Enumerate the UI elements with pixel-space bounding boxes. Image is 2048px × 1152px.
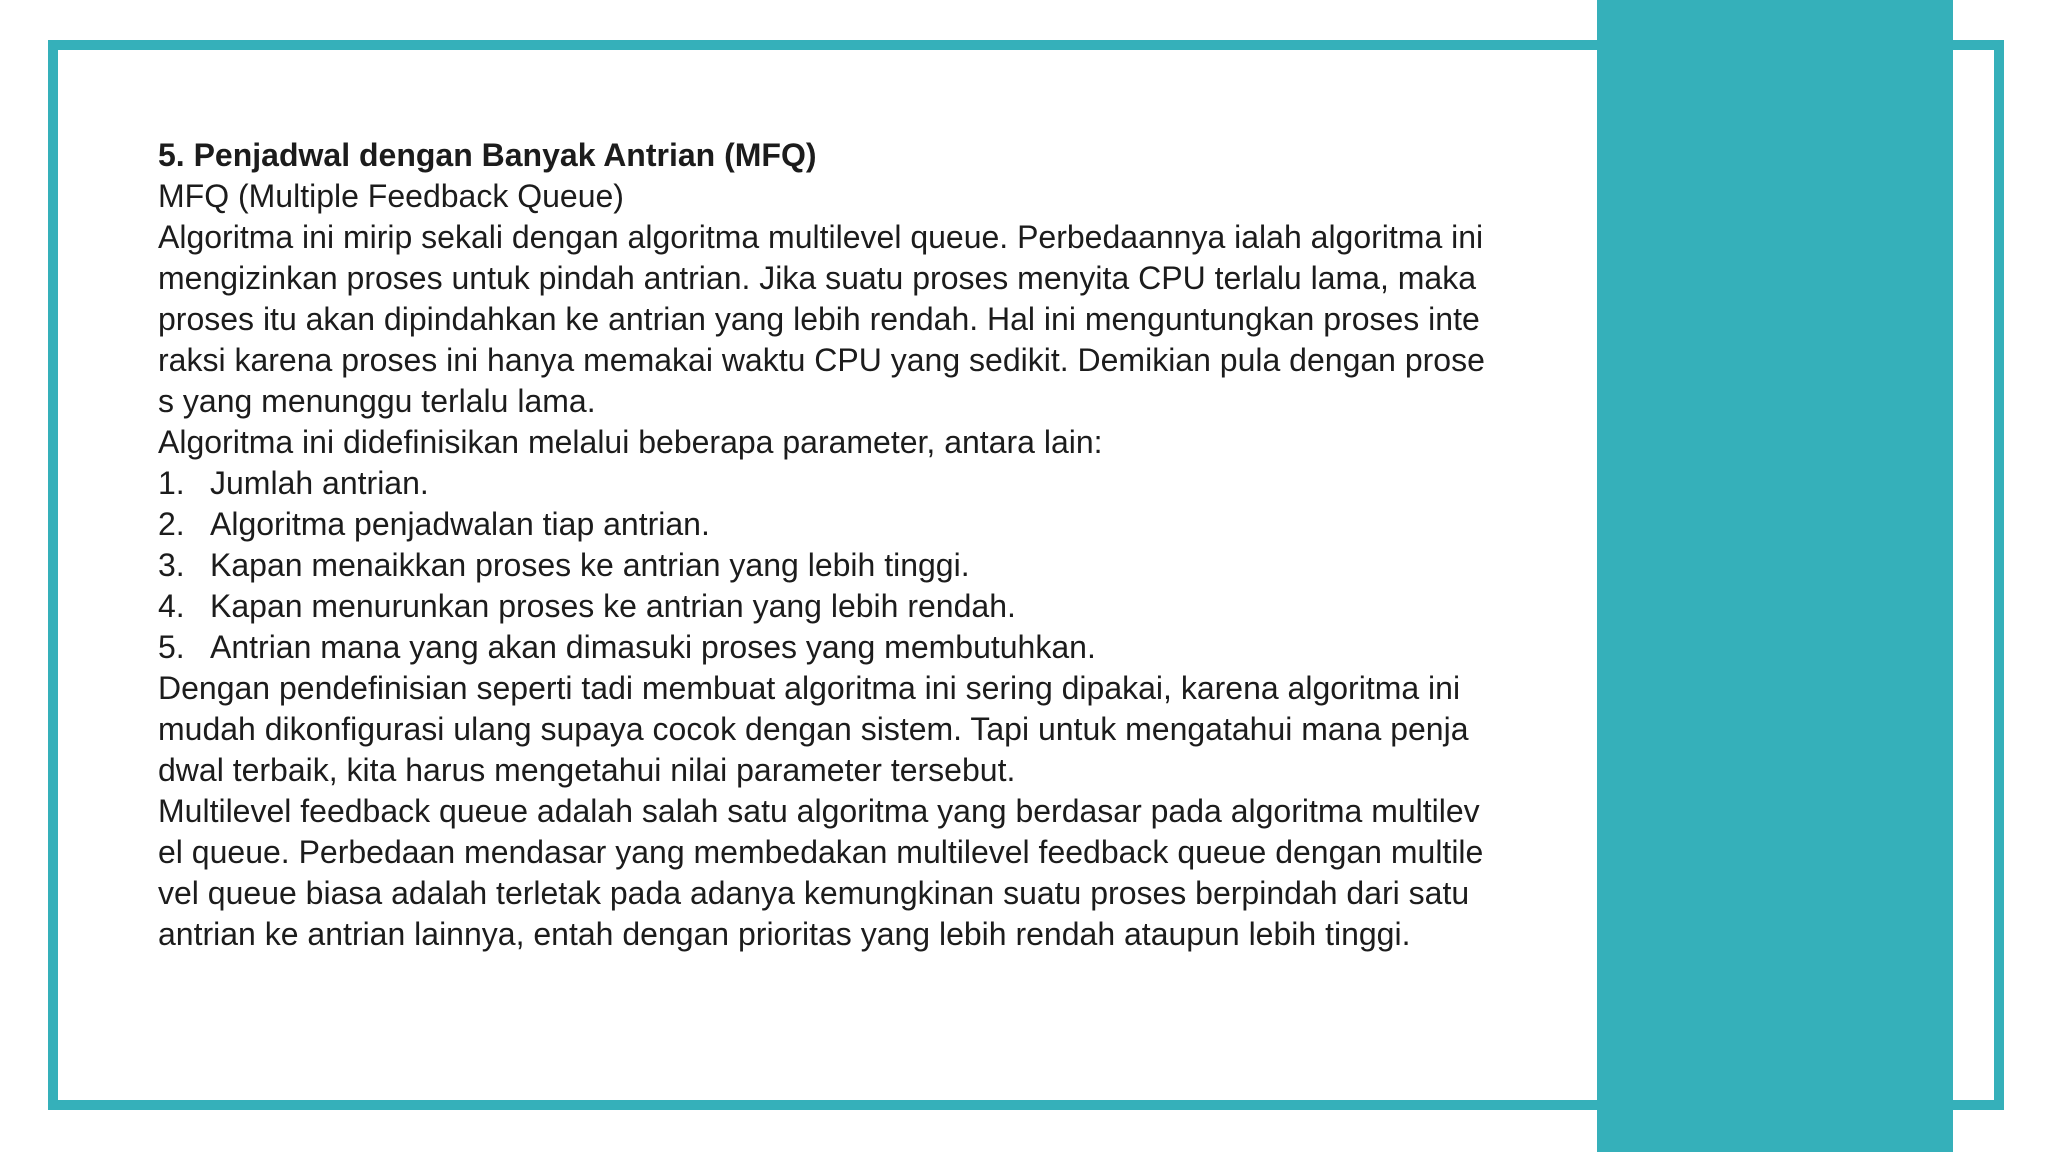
text-line: mudah dikonfigurasi ulang supaya cocok dengan sistem. Tapi untuk mengatahui mana penja bbox=[158, 711, 1469, 747]
list-item-number: 3. bbox=[158, 547, 185, 583]
list-item-text: Algoritma penjadwalan tiap antrian. bbox=[210, 506, 710, 542]
text-line: antrian ke antrian lainnya, entah dengan prioritas yang lebih rendah ataupun lebih tinggi. bbox=[158, 916, 1411, 952]
list-item-number: 4. bbox=[158, 588, 185, 624]
slide-heading: 5. Penjadwal dengan Banyak Antrian (MFQ) bbox=[158, 137, 817, 173]
text-line: Algoritma ini mirip sekali dengan algoritma multilevel queue. Perbedaannya ialah algoritma ini bbox=[158, 219, 1484, 255]
text-line: vel queue biasa adalah terletak pada adanya kemungkinan suatu proses berpindah dari satu bbox=[158, 875, 1470, 911]
text-line: dwal terbaik, kita harus mengetahui nilai parameter tersebut. bbox=[158, 752, 1016, 788]
parameter-list bbox=[158, 463, 1588, 668]
text-line: mengizinkan proses untuk pindah antrian. Jika suatu proses menyita CPU terlalu lama, maka bbox=[158, 260, 1476, 296]
list-item bbox=[158, 463, 1588, 504]
paragraph-1 bbox=[158, 217, 1588, 422]
list-item-text: Antrian mana yang akan dimasuki proses yang membutuhkan. bbox=[210, 629, 1096, 665]
list-item bbox=[158, 586, 1588, 627]
paragraph-3 bbox=[158, 791, 1588, 955]
paragraph-2 bbox=[158, 668, 1588, 791]
list-item bbox=[158, 545, 1588, 586]
list-item-text: Jumlah antrian. bbox=[210, 465, 429, 501]
list-item-text: Kapan menaikkan proses ke antrian yang lebih tinggi. bbox=[210, 547, 970, 583]
list-intro: Algoritma ini didefinisikan melalui beberapa parameter, antara lain: bbox=[158, 424, 1103, 460]
slide-subheading: MFQ (Multiple Feedback Queue) bbox=[158, 178, 624, 214]
text-line: raksi karena proses ini hanya memakai waktu CPU yang sedikit. Demikian pula dengan prose bbox=[158, 342, 1485, 378]
list-item bbox=[158, 627, 1588, 668]
text-line: Dengan pendefinisian seperti tadi membuat algoritma ini sering dipakai, karena algoritma ini bbox=[158, 670, 1461, 706]
list-item-number: 2. bbox=[158, 506, 185, 542]
accent-side-band bbox=[1597, 0, 1953, 1152]
text-line: proses itu akan dipindahkan ke antrian yang lebih rendah. Hal ini menguntungkan proses inte bbox=[158, 301, 1480, 337]
list-item-number: 1. bbox=[158, 465, 185, 501]
text-line: el queue. Perbedaan mendasar yang membedakan multilevel feedback queue dengan multile bbox=[158, 834, 1484, 870]
list-item-text: Kapan menurunkan proses ke antrian yang lebih rendah. bbox=[210, 588, 1016, 624]
text-line: s yang menunggu terlalu lama. bbox=[158, 383, 596, 419]
list-item-number: 5. bbox=[158, 629, 185, 665]
text-line: Multilevel feedback queue adalah salah satu algoritma yang berdasar pada algoritma multilev bbox=[158, 793, 1480, 829]
list-item bbox=[158, 504, 1588, 545]
slide-content bbox=[158, 135, 1588, 955]
